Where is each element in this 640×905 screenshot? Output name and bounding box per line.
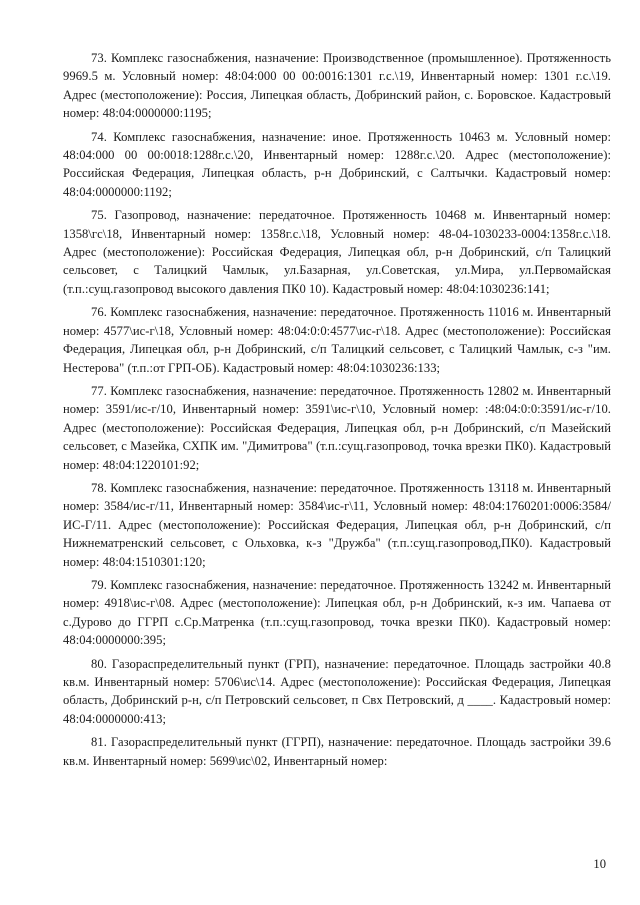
paragraph-74: 74. Комплекс газоснабжения, назначение: иное. Протяженность 10463 м. Условный номер: 48:04:000 00 00:0018:1288г.с.\20, Инвентарный номер: 1288г.с.\20. Адрес (местоположение): Российская Федерация, Липецкая область, р-н Добринский, с Салтычки. Кадастровый номер: 48:04:0000000:1192; xyxy=(63,129,611,199)
page-number: 10 xyxy=(593,857,606,871)
paragraph-79: 79. Комплекс газоснабжения, назначение: передаточное. Протяженность 13242 м. Инвентарный номер: 4918\ис-г\08. Адрес (местоположение): Липецкая обл, р-н Добринский, к-з им. Чапаева от с.Дурово до ГГРП с.Ср.Матренка (т.п.:сущ.газопровод, точка врезки ПК0). Кадастровый номер: 48:04:0000000:395; xyxy=(63,577,611,648)
paragraph-75: 75. Газопровод, назначение: передаточное. Протяженность 10468 м. Инвентарный номер: 1358\гс\18, Инвентарный номер: 1358г.с.\18, Условный номер: 48-04-1030233-0004:1358г.с.\18. Адрес (местоположение): Российская Федерация, Липецкая обл, р-н Добринский, с/п Талицкий сельсовет, с Талицкий Чамлык, ул.Базарная, ул.Советская, ул.Мира, ул.Первомайская (т.п.:сущ.газопровод высокого давления ПК0 10). Кадастровый номер: 48:04:1030236:141; xyxy=(63,208,611,296)
paragraph-78: 78. Комплекс газоснабжения, назначение: передаточное. Протяженность 13118 м. Инвентарный номер: 3584/ис-г/11, Инвентарный номер: 3584\ис-г\11, Условный номер: 48:04:1760201:0006:3584/ИС-Г/11. Адрес (местоположение): Российская Федерация, Липецкая обл, р-н Добринский, с/п Нижнематренский сельсовет, с Ольховка, к-з "Дружба" (т.п.:сущ.газопровод,ПК0). Кадастровый номер: 48:04:1510301:120; xyxy=(63,480,611,569)
paragraph-77: 77. Комплекс газоснабжения, назначение: передаточное. Протяженность 12802 м. Инвентарный номер: 3591/ис-г/10, Инвентарный номер: 3591\ис-г\10, Условный номер: :48:04:0:0:3591/ис-г/10. Адрес (местоположение): Российская Федерация, Липецкая обл, р-н Добринский, с/п Мазейский сельсовет, с Мазейка, СХПК им. "Димитрова" (т.п.:сущ.газопровод, точка врезки ПК0). Кадастровый номер: 48:04:1220101:92; xyxy=(63,383,611,472)
paragraph-76: 76. Комплекс газоснабжения, назначение: передаточное. Протяженность 11016 м. Инвентарный номер: 4577\ис-г\18, Условный номер: 48:04:0:0:4577\ис-г\18. Адрес (местоположение): Российская Федерация, Липецкая обл, р-н Добринский, с/п Талицкий сельсовет, с Талицкий Чамлык, с-з "им. Нестерова" (т.п.:от ГРП-ОБ). Кадастровый номер: 48:04:1030236:133; xyxy=(63,305,611,375)
paragraph-73: 73. Комплекс газоснабжения, назначение: Производственное (промышленное). Протяженность 9969.5 м. Условный номер: 48:04:000 00 00:0016:1301 г.с.\19, Инвентарный номер: 1301 г.с.\19. Адрес (местоположение): Россия, Липецкая область, Добринский район, с. Боровское. Кадастровый номер: 48:04:0000000:1195; xyxy=(63,51,611,121)
document-body xyxy=(63,49,611,775)
paragraph-81: 81. Газораспределительный пункт (ГГРП), назначение: передаточное. Площадь застройки 39.6 кв.м. Инвентарный номер: 5699\ис\02, Инвентарный номер: xyxy=(63,735,611,768)
paragraph-80: 80. Газораспределительный пункт (ГРП), назначение: передаточное. Площадь застройки 40.8 кв.м. Инвентарный номер: 5706\ис\14. Адрес (местоположение): Российская Федерация, Липецкая область, Добринский р-н, с/п Петровский сельсовет, п Свх Петровский, д ____. Кадастровый номер: 48:04:0000000:413; xyxy=(63,656,611,726)
